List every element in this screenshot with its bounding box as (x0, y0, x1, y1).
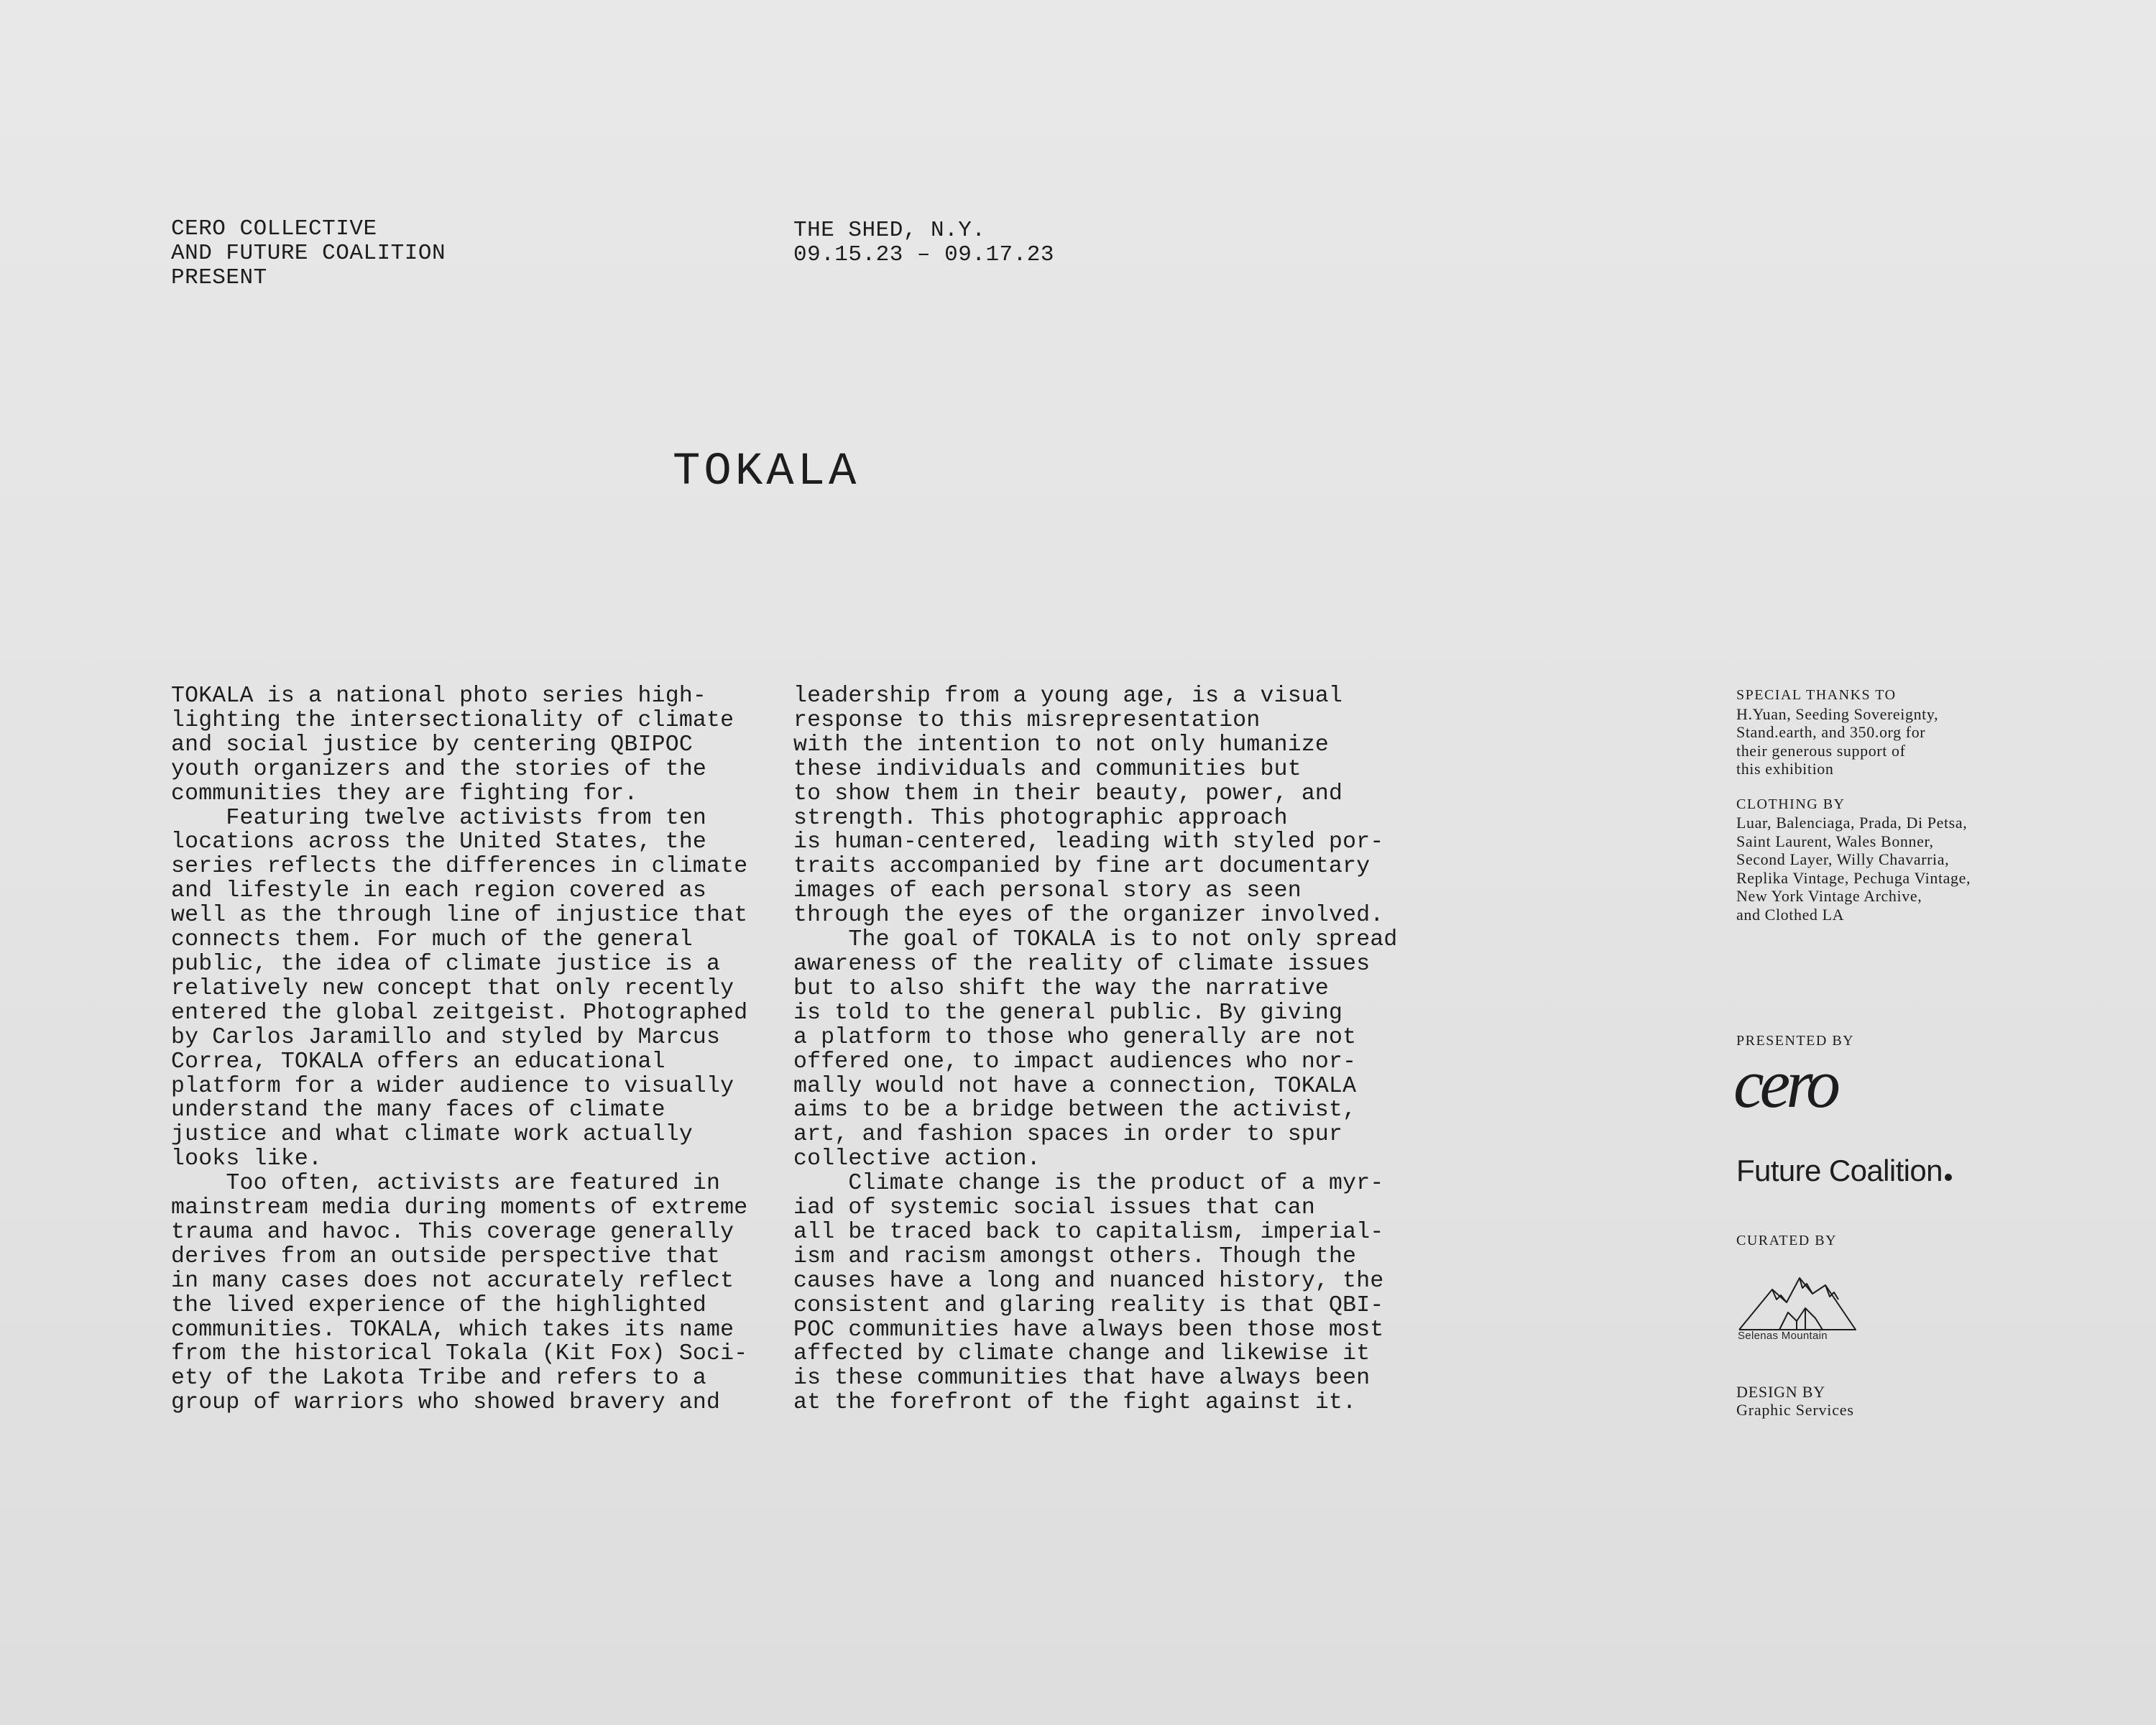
future-coalition-logo (1736, 1153, 1952, 1189)
future-coalition-logo-text: Future Coalition (1736, 1154, 1943, 1187)
body-text-line: well as the through line of injustice that (171, 903, 748, 929)
special-thanks-line: their generous support of (1736, 741, 1906, 760)
body-text-line: justice and what climate work actually (171, 1122, 693, 1148)
special-thanks-line: Stand.earth, and 350.org for (1736, 723, 1926, 741)
body-text-line: strength. This photographic approach (793, 805, 1288, 831)
body-text-line: communities they are fighting for. (171, 781, 638, 806)
exhibition-title: TOKALA (673, 446, 860, 498)
clothing-credits (1736, 796, 2139, 924)
presented-by-label: PRESENTED BY (1736, 1033, 1855, 1049)
body-text-line: Featuring twelve activists from ten (171, 805, 707, 831)
design-label: DESIGN BY (1736, 1383, 1825, 1401)
selenas-mountain-logo-text: Selenas Mountain (1738, 1330, 1828, 1342)
body-text-line: trauma and havoc. This coverage generally (171, 1219, 734, 1245)
body-text-line: communities. TOKALA, which takes its name (171, 1317, 734, 1343)
body-text-line: leadership from a young age, is a visual (793, 684, 1343, 709)
body-text-line: platform for a wider audience to visually (171, 1073, 734, 1099)
clothing-line: Replika Vintage, Pechuga Vintage, (1736, 868, 1971, 887)
body-text-line: series reflects the differences in climate (171, 854, 748, 880)
clothing-line: New York Vintage Archive, (1736, 887, 1922, 905)
body-text-line: affected by climate change and likewise it (793, 1341, 1370, 1367)
presenters-line-3: PRESENT (171, 265, 267, 290)
body-text-line: images of each personal story as seen (793, 878, 1302, 904)
body-text-line: from the historical Tokala (Kit Fox) Soci- (171, 1341, 748, 1367)
special-thanks-line: this exhibition (1736, 760, 1834, 778)
body-text-line: public, the idea of climate justice is a (171, 951, 721, 977)
clothing-line: and Clothed LA (1736, 905, 1845, 924)
special-thanks-line: H.Yuan, Seeding Sovereignty, (1736, 704, 1939, 723)
body-text-line: The goal of TOKALA is to not only spread (793, 927, 1398, 953)
body-text-line: and social justice by centering QBIPOC (171, 732, 693, 758)
body-text-line: offered one, to impact audiences who nor- (793, 1049, 1357, 1075)
special-thanks (1736, 686, 2139, 778)
body-text-line: with the intention to not only humanize (793, 732, 1330, 758)
body-text-line: a platform to those who generally are not (793, 1024, 1357, 1050)
body-text-line: looks like. (171, 1146, 323, 1172)
body-text-line: Climate change is the product of a myr- (793, 1171, 1384, 1197)
clothing-line: Luar, Balenciaga, Prada, Di Petsa, (1736, 814, 1968, 832)
body-text-line: entered the global zeitgeist. Photographed (171, 1000, 748, 1026)
body-text-line: to show them in their beauty, power, and (793, 781, 1343, 806)
body-text-line: awareness of the reality of climate issues (793, 951, 1370, 977)
body-text-line: lighting the intersectionality of climate (171, 707, 734, 733)
body-text-line: causes have a long and nuanced history, the (793, 1268, 1384, 1294)
body-text-line: group of warriors who showed bravery and (171, 1390, 721, 1416)
body-text-line: mally would not have a connection, TOKALA (793, 1073, 1357, 1099)
svg-text:cero: cero (1733, 1058, 1837, 1122)
presenters-line-1: CERO COLLECTIVE (171, 216, 377, 242)
logo-dot (1945, 1174, 1952, 1181)
body-text-line: mainstream media during moments of extreme (171, 1195, 748, 1221)
clothing-line: Saint Laurent, Wales Bonner, (1736, 832, 1934, 850)
body-text-line: through the eyes of the organizer involved. (793, 903, 1384, 929)
body-text-line: is human-centered, leading with styled por- (793, 829, 1384, 855)
body-text-line: youth organizers and the stories of the (171, 756, 707, 782)
body-text-line: is told to the general public. By giving (793, 1000, 1343, 1026)
body-text-line: ety of the Lakota Tribe and refers to a (171, 1366, 707, 1392)
body-text-line: the lived experience of the highlighted (171, 1292, 707, 1318)
special-thanks-label: SPECIAL THANKS TO (1736, 687, 1897, 703)
body-text-line: ism and racism amongst others. Though the (793, 1243, 1357, 1269)
venue-name: THE SHED, N.Y. (793, 218, 986, 243)
body-text-line: locations across the United States, the (171, 829, 707, 855)
body-text-line: Too often, activists are featured in (171, 1171, 721, 1197)
venue-block (793, 218, 1054, 267)
body-text-line: connects them. For much of the general (171, 927, 693, 953)
curated-by-label: CURATED BY (1736, 1233, 1838, 1248)
presenters-block (171, 217, 446, 290)
body-text-line: aims to be a bridge between the activist, (793, 1098, 1357, 1123)
body-text-line: collective action. (793, 1146, 1041, 1172)
body-text-line: relatively new concept that only recently (171, 975, 734, 1001)
body-text-line: art, and fashion spaces in order to spur (793, 1122, 1343, 1148)
body-text-line: is these communities that have always been (793, 1366, 1370, 1392)
body-text-line: understand the many faces of climate (171, 1098, 665, 1123)
body-text-line: all be traced back to capitalism, imperial- (793, 1219, 1384, 1245)
credits-block (1736, 686, 2139, 941)
body-text-line: response to this misrepresentation (793, 707, 1261, 733)
body-text-line: POC communities have always been those most (793, 1317, 1384, 1343)
body-text-line: TOKALA is a national photo series high- (171, 684, 707, 709)
mountain-logo-icon (1736, 1268, 1858, 1334)
body-text-line: iad of systemic social issues that can (793, 1195, 1315, 1221)
body-column-left (171, 684, 768, 1415)
clothing-label: CLOTHING BY (1736, 796, 1846, 812)
body-text-line: these individuals and communities but (793, 756, 1302, 782)
body-text-line: at the forefront of the fight against it. (793, 1390, 1357, 1416)
body-text-line: traits accompanied by fine art documentary (793, 854, 1370, 880)
body-text-line: derives from an outside perspective that (171, 1243, 721, 1269)
body-text-line: in many cases does not accurately reflect (171, 1268, 734, 1294)
design-credit (1736, 1383, 1854, 1419)
clothing-line: Second Layer, Willy Chavarria, (1736, 850, 1950, 868)
body-text-line: and lifestyle in each region covered as (171, 878, 707, 904)
body-column-right (793, 684, 1426, 1415)
cero-logo (1731, 1058, 1867, 1127)
body-text-line: but to also shift the way the narrative (793, 975, 1330, 1001)
body-text-line: Correa, TOKALA offers an educational (171, 1049, 665, 1075)
body-text-line: consistent and glaring reality is that QBI- (793, 1292, 1384, 1318)
body-text-line: by Carlos Jaramillo and styled by Marcus (171, 1024, 721, 1050)
design-value: Graphic Services (1736, 1401, 1854, 1419)
venue-dates: 09.15.23 – 09.17.23 (793, 242, 1054, 267)
presenters-line-2: AND FUTURE COALITION (171, 241, 446, 266)
